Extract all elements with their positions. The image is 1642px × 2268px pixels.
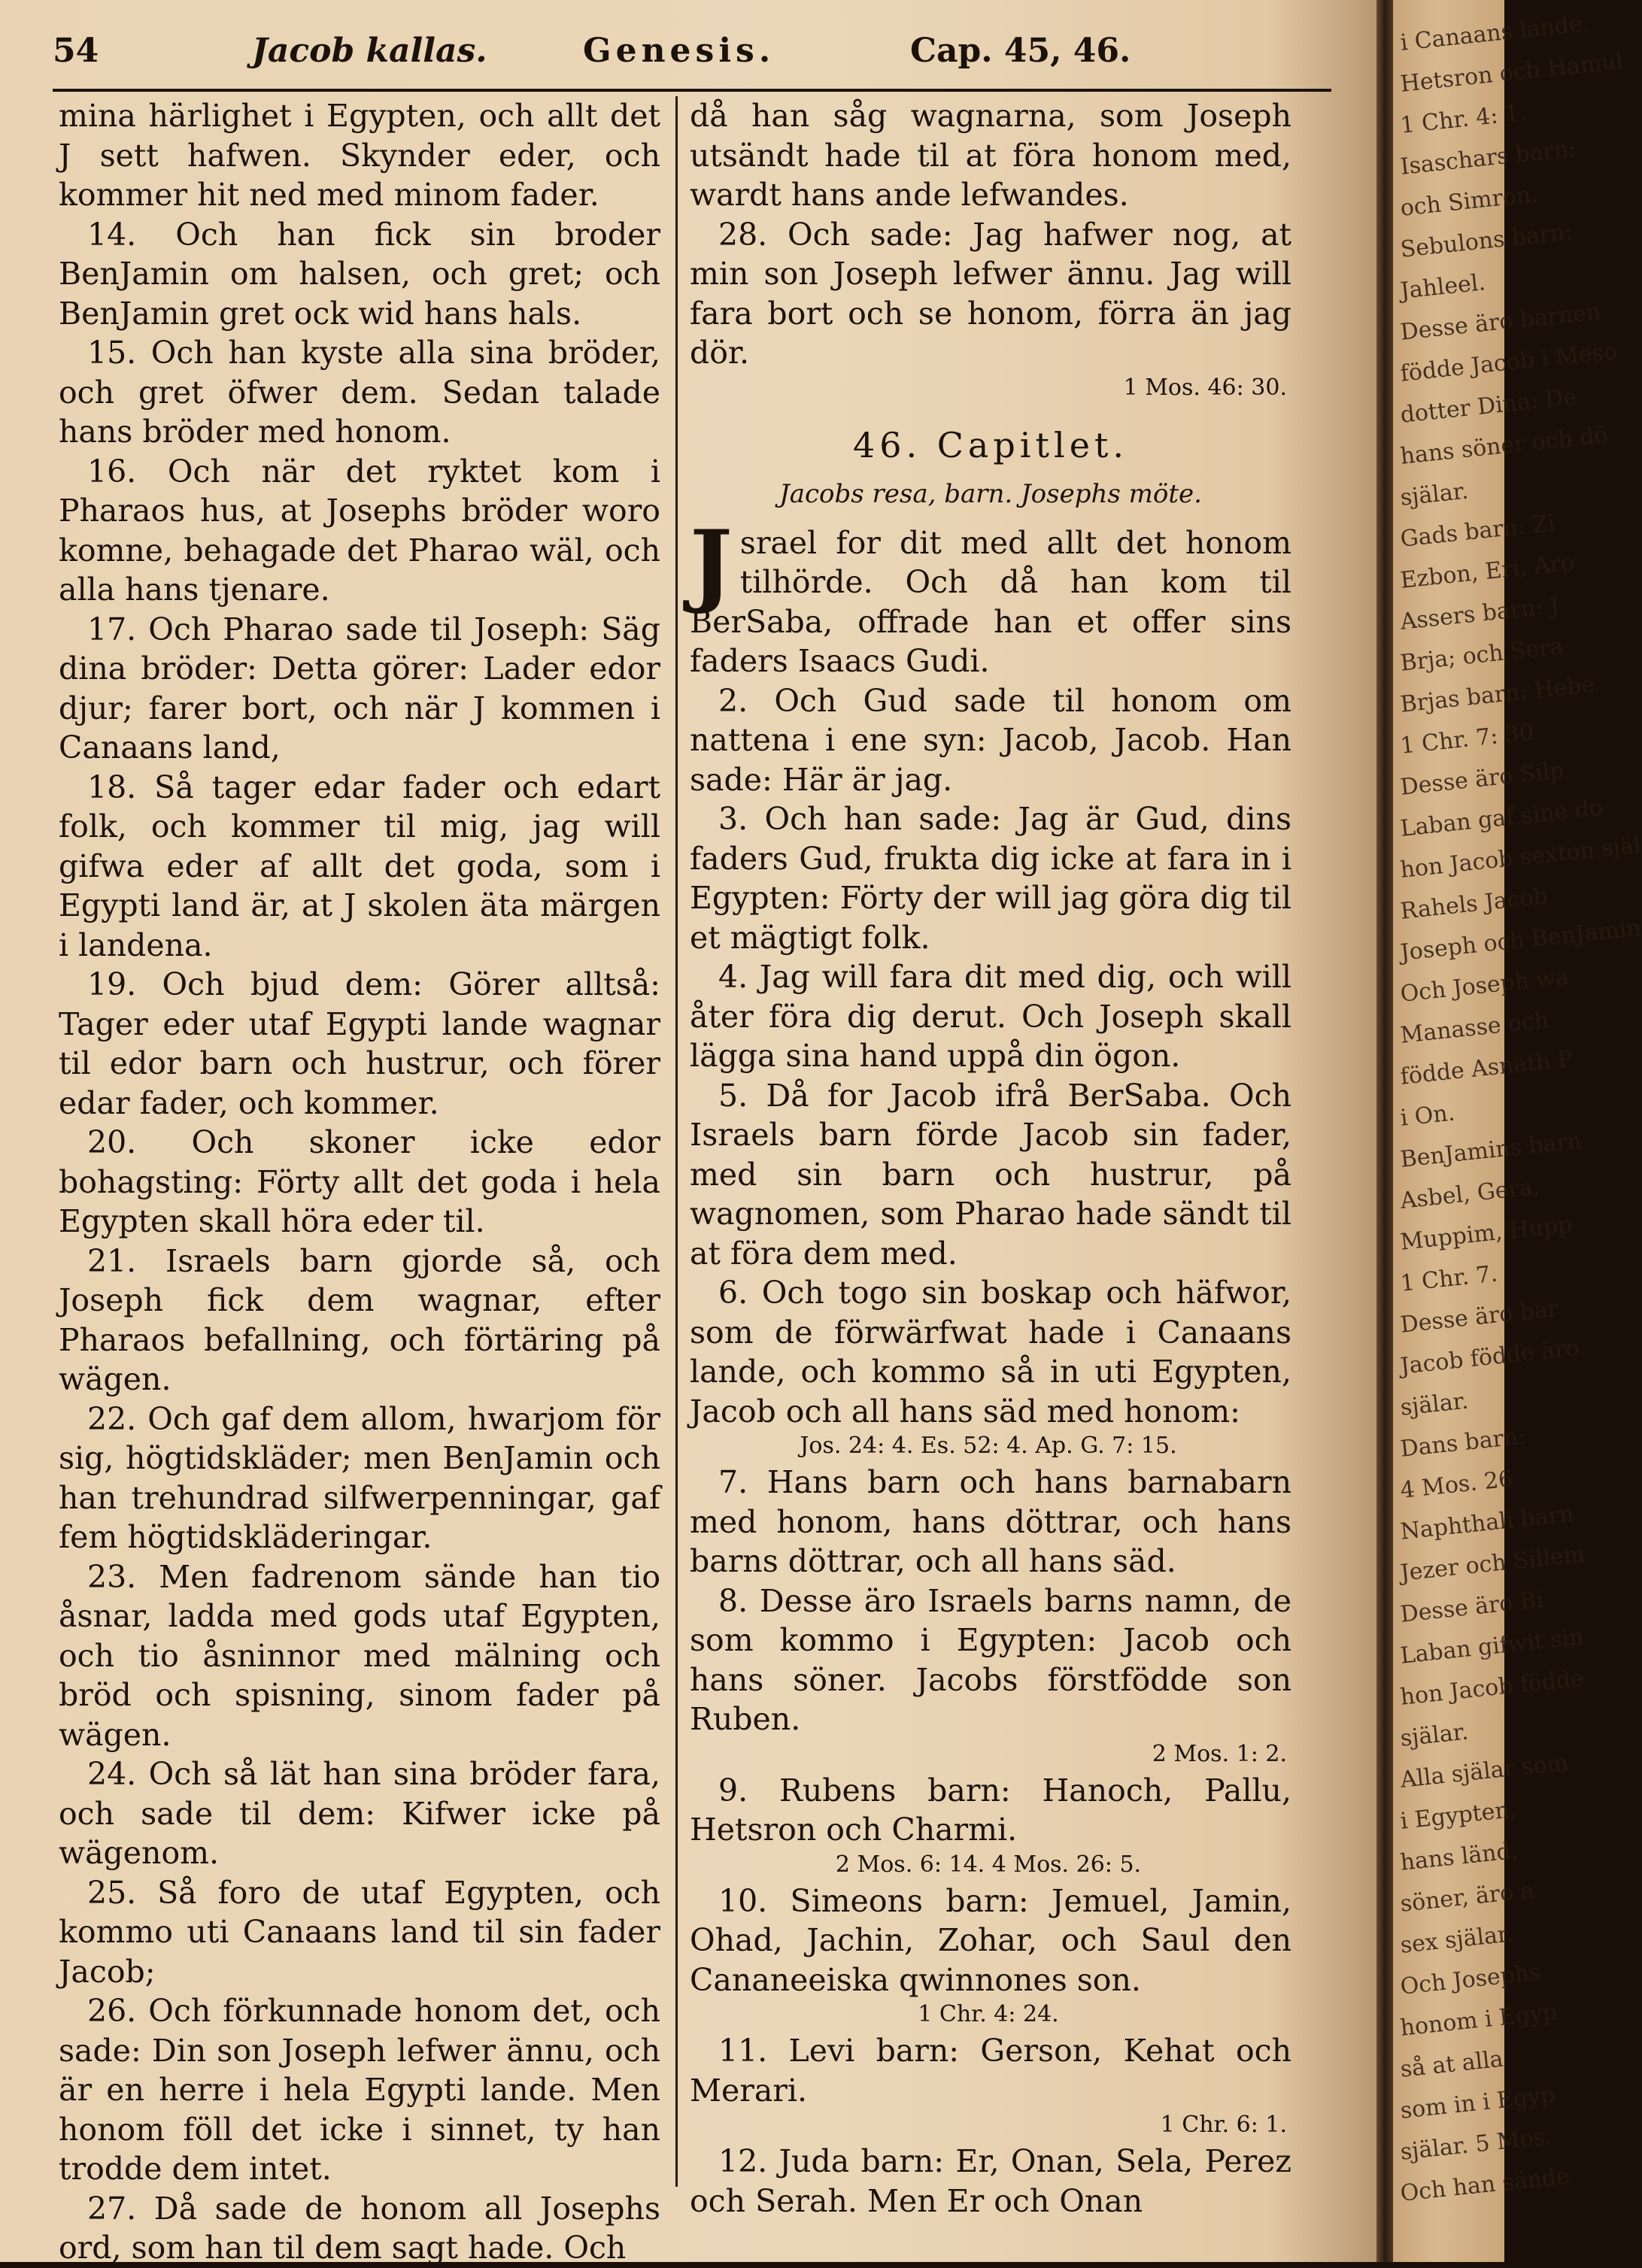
facing-page-line: Dans barn: xyxy=(1399,1423,1527,1463)
verse-l14: 14. Och han fick sin broder BenJamin om halsen, och gret; och BenJamin gret ock wid hans hals. xyxy=(59,216,660,332)
verse-l26: 26. Och förkunnade honom det, och sade: Din son Joseph lefwer ännu, och är en herre i hela Egypti lande. Men honom föll det icke i sinnet, ty han trodde dem intet. xyxy=(59,1993,660,2187)
facing-page-line: hans söner och dö xyxy=(1399,422,1610,470)
facing-page-line: Naphthali barn xyxy=(1399,1500,1575,1545)
verse-28: 28. Och sade: Jag hafwer nog, at min son Joseph lefwer ännu. Jag will fara bort och se honom, förra än jag dör. xyxy=(690,216,1291,371)
facing-page-line: hon Jacob födde xyxy=(1399,1665,1586,1711)
page-header xyxy=(53,32,1331,84)
facing-page-line: Joseph och BenJamin xyxy=(1399,914,1642,966)
facing-page-line: Rahels Jacob xyxy=(1399,883,1549,925)
verse-l24: 24. Och så lät han sina bröder fara, och sade til dem: Kifwer icke på wägenom. xyxy=(59,1756,660,1871)
facing-page-line: 1 Chr. 4: 1. xyxy=(1399,99,1528,139)
page-number: 54 xyxy=(53,32,99,70)
facing-page-line: Hetsron och Hamul xyxy=(1399,47,1625,98)
facing-page-line: Isaschars barn: xyxy=(1399,135,1578,180)
verse-l23: 23. Men fadrenom sände han tio åsnar, ladda med gods utaf Egypten, och tio åsninnor med mälning och bröd och spisning, sinom fader på wägen. xyxy=(59,1558,660,1753)
cross-reference: 1 Mos. 46: 30. xyxy=(1123,374,1287,401)
facing-page-line: själar. 5 Mos. xyxy=(1399,2123,1554,2166)
header-rule xyxy=(53,89,1331,92)
chapter-summary: Jacobs resa, barn. Josephs möte. xyxy=(779,478,1202,509)
facing-page-line: Desse äro Bi xyxy=(1399,1586,1545,1628)
verse-r5: 5. Då for Jacob ifrå BerSaba. Och Israels barn förde Jacob sin fader, med sin barn och hustrur, på wagnomen, som Pharao hade sändt til at föra dem med. xyxy=(690,1077,1291,1272)
facing-page-line: i On. xyxy=(1399,1099,1456,1132)
facing-page-line: Brjas barn: Hebe xyxy=(1399,671,1597,718)
facing-page-line: själar. xyxy=(1399,1387,1470,1421)
column-divider xyxy=(675,96,678,2187)
facing-page-line: Ezbon, Eri, Aro xyxy=(1399,549,1576,594)
facing-page-line: själar. xyxy=(1399,1718,1470,1752)
verse-r11: 11. Levi barn: Gerson, Kehat och Merari. xyxy=(690,2033,1291,2109)
facing-page-line: Och Joseph wa xyxy=(1399,963,1571,1008)
verse-r3: 3. Och han sade: Jag är Gud, dins faders Gud, frukta dig icke at fara in i Egypten: Förty der will jag göra dig til et mägtigt folk. xyxy=(690,801,1291,956)
facing-page-line: Laban gifwit sin xyxy=(1399,1624,1586,1669)
facing-page-line: Gads barn: Zi xyxy=(1399,510,1557,553)
drop-cap: J xyxy=(690,510,733,617)
verse-continuation: då han såg wagnarna, som Joseph utsändt hade til at föra honom med, wardt hans ande lefwandes. xyxy=(690,98,1291,213)
cross-reference: Jos. 24: 4. Es. 52: 4. Ap. G. 7: 15. xyxy=(800,1433,1177,1459)
facing-page-line: Och Josephs xyxy=(1399,1959,1543,2000)
facing-page-line: och Simron. xyxy=(1399,180,1540,222)
facing-page-line: söner, äro a xyxy=(1399,1877,1536,1918)
facing-page-line: 1 Chr. 7: 30 xyxy=(1399,719,1535,760)
cross-reference: 2 Mos. 1: 2. xyxy=(1152,1740,1287,1767)
facing-page-line: Asbel, Gera, xyxy=(1399,1173,1541,1214)
cross-reference: 1 Chr. 4: 24. xyxy=(918,2001,1059,2027)
verse-r10: 10. Simeons barn: Jemuel, Jamin, Ohad, Jachin, Zohar, och Saul den Cananeeiska qwinnones son. xyxy=(690,1882,1291,1998)
verse-l21: 21. Israels barn gjorde så, och Joseph fick dem wagnar, efter Pharaos befallning, och förtäring på wägen. xyxy=(59,1242,660,1397)
left-column xyxy=(59,96,660,2268)
verse-r9: 9. Rubens barn: Hanoch, Pallu, Hetsron och Charmi. xyxy=(690,1772,1291,1848)
verse-r8: 8. Desse äro Israels barns namn, de som kommo i Egypten: Jacob och hans söner. Jacobs förstfödde son Ruben. xyxy=(690,1582,1291,1737)
verse-r6: 6. Och togo sin boskap och häfwor, som de förwärfwat hade i Canaans lande, och kommo så in uti Egypten, Jacob och all hans säd med honom: xyxy=(690,1275,1291,1430)
facing-page-line: födde Asnath P xyxy=(1399,1045,1574,1090)
chapter-title: 46. Capitlet. xyxy=(852,424,1129,465)
facing-page-line: Sebulons barn: xyxy=(1399,218,1574,263)
right-column xyxy=(690,96,1291,2221)
cross-reference: 2 Mos. 6: 14. 4 Mos. 26: 5. xyxy=(835,1851,1142,1878)
right-verses xyxy=(690,681,1291,2221)
verse-l19: 19. Och bjud dem: Görer alltså: Tager eder utaf Egypti lande wagnar til edor barn och hustrur, och förer edar fader, och kommer. xyxy=(59,966,660,1121)
verse-l25: 25. Så foro de utaf Egypten, och kommo uti Canaans land til sin fader Jacob; xyxy=(59,1874,660,1990)
verse-l18: 18. Så tager edar fader och edart folk, och kommer til mig, jag will gifwa eder af allt det goda, som i Egypti land är, at J skolen äta märgen i landena. xyxy=(59,769,660,963)
facing-page-line: Brja; och Sera xyxy=(1399,633,1565,677)
facing-page-line: Jezer och Sillem xyxy=(1399,1541,1586,1587)
book-title: Genesis. xyxy=(583,32,775,70)
verse-r7: 7. Hans barn och hans barnabarn med honom, hans döttrar, och hans barns döttrar, och all hans säd. xyxy=(690,1464,1291,1579)
book-gutter xyxy=(1376,0,1393,2262)
facing-page-line: i Egypten, xyxy=(1399,1796,1518,1835)
facing-page-line: Jahleel. xyxy=(1399,269,1487,305)
facing-page-line: 4 Mos. 26 xyxy=(1399,1466,1514,1504)
verse-1 xyxy=(690,510,1291,681)
verse-r4: 4. Jag will fara dit med dig, och will åter föra dig derut. Och Joseph skall lägga sina hand uppå din ögon. xyxy=(690,959,1291,1074)
facing-page-line: Desse äro Silp xyxy=(1399,757,1566,801)
facing-page-line: Muppim, Hupp xyxy=(1399,1211,1574,1256)
verse-l0: mina härlighet i Egypten, och allt det J sett hafwen. Skynder eder, och kommer hit ned med minom fader. xyxy=(59,98,660,213)
verse-l20: 20. Och skoner icke edor bohagsting: Förty allt det goda i hela Egypten skall höra eder til. xyxy=(59,1124,660,1239)
facing-page-line: 1 Chr. 7. xyxy=(1399,1260,1499,1297)
facing-page-line: BenJamins barn xyxy=(1399,1127,1583,1173)
verse-l16: 16. Och när det ryktet kom i Pharaos hus, at Josephs bröder woro komne, behagade det Pharao wäl, och alla hans tjenare. xyxy=(59,453,660,608)
facing-page-line: sex själar. xyxy=(1399,1921,1515,1959)
running-title: Jacob kallas. xyxy=(252,32,487,70)
facing-page-line: i Canaans lande. xyxy=(1399,10,1591,56)
verse-r12: 12. Juda barn: Er, Onan, Sela, Perez och Serah. Men Er och Onan xyxy=(690,2143,1291,2219)
verse-l15: 15. Och han kyste alla sina bröder, och gret öfwer dem. Sedan talade hans bröder med honom. xyxy=(59,335,660,450)
facing-page-line: Jacob födde äro xyxy=(1399,1335,1581,1380)
verse-l22: 22. Och gaf dem allom, hwarjom för sig, högtidskläder; men BenJamin och han trehundrad silfwerpenningar, gaf fem högtidskläderingar. xyxy=(59,1400,660,1555)
facing-page-line: Desse äro bar xyxy=(1399,1295,1560,1339)
cross-reference: 1 Chr. 6: 1. xyxy=(1160,2112,1287,2138)
facing-page-line: hon Jacob sexton själ xyxy=(1399,832,1642,884)
verse-1-text: srael for dit med allt det honom tilhörde. Och då han kom til BerSaba, offrade han et offer sins faders Isaacs Gudi. xyxy=(690,524,1291,679)
facing-page-line: Assers barn: J xyxy=(1399,592,1561,635)
facing-page-line: Och han sände xyxy=(1399,2163,1571,2207)
facing-page-line: som in i Egyp xyxy=(1399,2082,1556,2124)
verse-l17: 17. Och Pharao sade til Joseph: Säg dina bröder: Detta görer: Lader edor djur; farer bort, och när J kommen i Canaans land, xyxy=(59,611,660,766)
facing-page-line: Alla själar som xyxy=(1399,1749,1570,1793)
facing-page-line: födde Jacob i Meso xyxy=(1399,338,1619,387)
facing-page-line: Manasse och xyxy=(1399,1007,1550,1049)
facing-page-edge xyxy=(1393,0,1642,2262)
facing-page-line: dotter Dina: De xyxy=(1399,384,1578,429)
chapter-range: Cap. 45, 46. xyxy=(910,32,1131,70)
verse-r2: 2. Och Gud sade til honom om nattena i ene syn: Jacob, Jacob. Han sade: Här är jag. xyxy=(690,682,1291,798)
verse-l27: 27. Då sade de honom all Josephs ord, som han til dem sagt hade. Och xyxy=(59,2190,660,2266)
facing-page-line: Laban gaf sine do xyxy=(1399,794,1604,842)
facing-page-line: honom i Egyp xyxy=(1399,1999,1559,2042)
facing-page-line: Desse äro barnen xyxy=(1399,299,1602,346)
facing-page-line: hans länd, xyxy=(1399,1837,1519,1876)
facing-page-line: själar. xyxy=(1399,478,1470,511)
facing-page-line: så at alla xyxy=(1399,2045,1505,2083)
